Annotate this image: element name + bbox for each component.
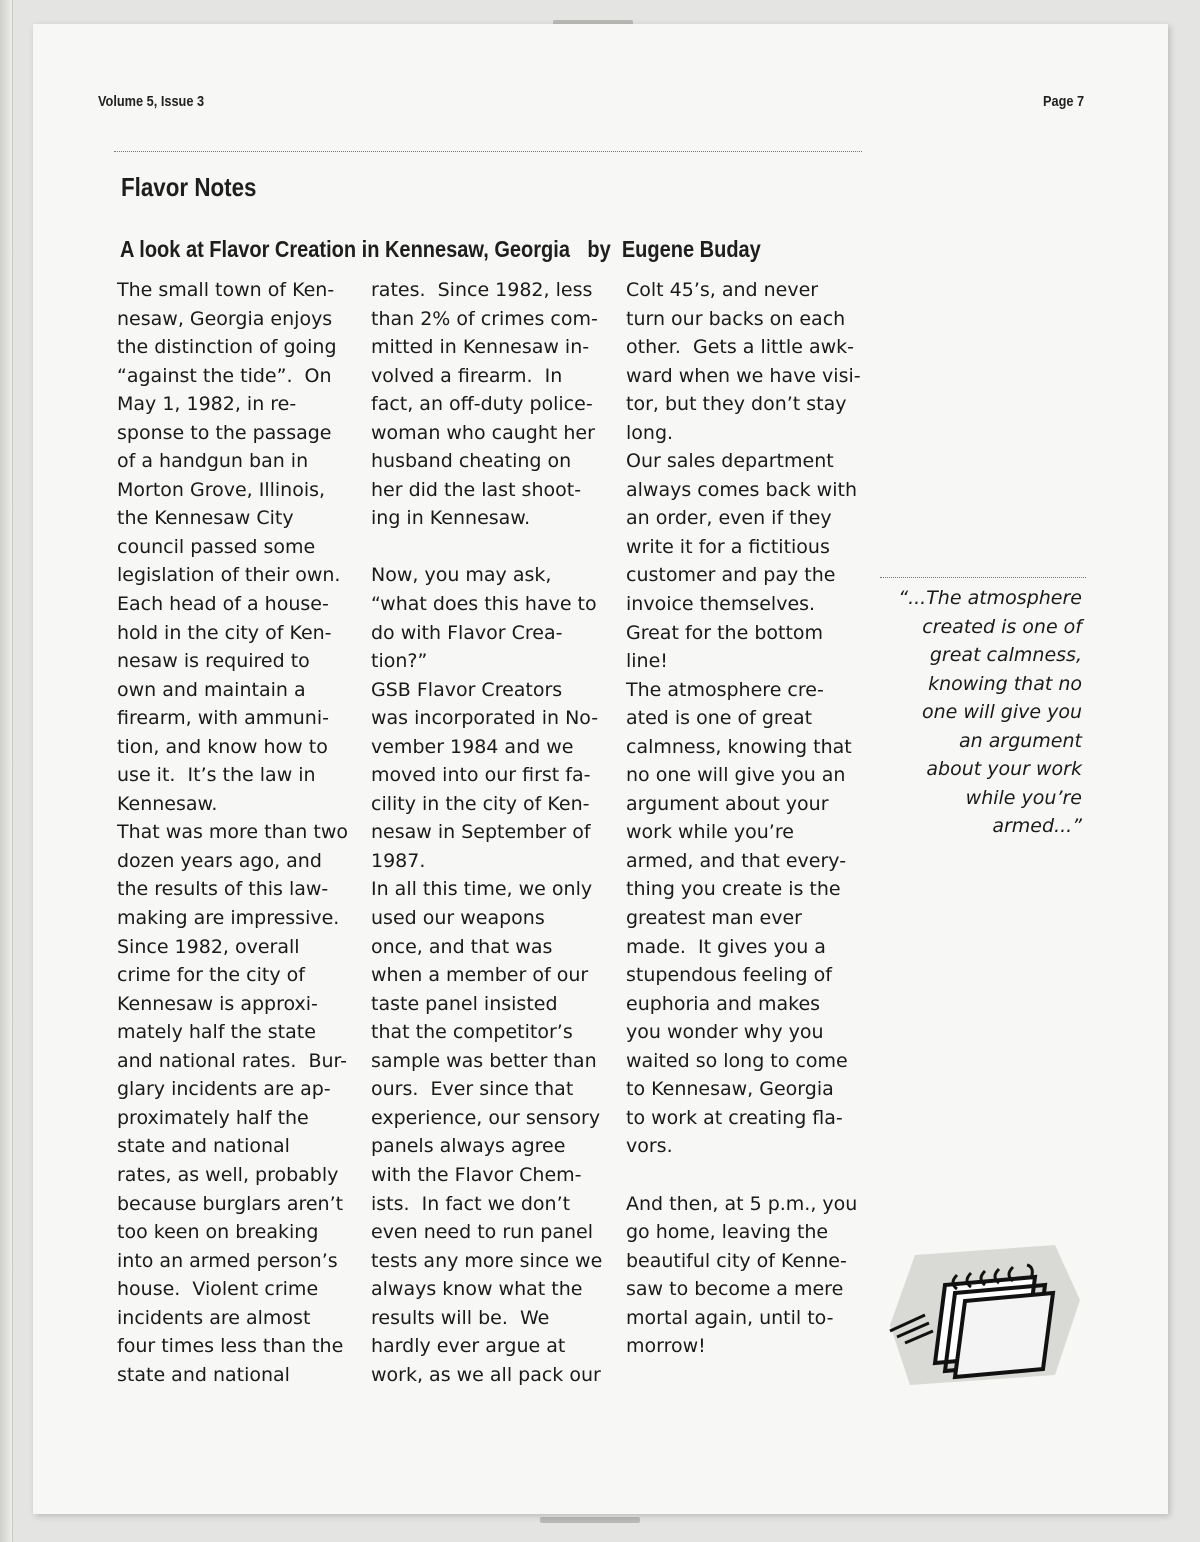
article-text-line: May 1, 1982, in re- [117,393,297,416]
article-text-line: was incorporated in No- [371,707,599,730]
article-text-line: Each head of a house- [117,593,329,616]
article-text-line: making are impressive. [117,907,340,930]
article-text-line: always comes back with [626,478,857,501]
article-text-line: even need to run panel [371,1221,593,1244]
pull-quote-line: one will give you [921,701,1082,724]
article-text-line: Since 1982, overall [117,935,300,958]
article-text-line [371,533,631,562]
article-text-line: And then, at 5 p.m., you [626,1192,858,1215]
article-headline-row [120,236,816,263]
article-text-line: greatest man ever [626,907,802,930]
article-text-line: 1987. [371,849,426,872]
article-text-line: state and national [117,1135,290,1158]
article-text-line: rates. Since 1982, less [371,279,593,301]
article-text-line: tor, but they don’t stay [626,393,847,416]
article-text-line: moved into our first fa- [371,764,591,787]
pull-quote-line: great calmness, [929,644,1082,667]
article-text-line: argument about your [626,792,829,815]
article-text-line: firearm, with ammuni- [117,707,329,730]
article-text-line: “what does this have to [371,593,597,616]
article-text-line: once, and that was [371,935,553,958]
article-text-line: mitted in Kennesaw in- [371,336,590,359]
staple-bottom [540,1517,640,1523]
pull-quote-divider [880,577,1086,578]
article-text-line: used our weapons [371,907,545,930]
article-text-line: work, as we all pack our [371,1363,601,1386]
article-text-line: council passed some [117,535,316,558]
article-text-line: you wonder why you [626,1021,824,1044]
article-text-line: invoice themselves. [626,593,816,616]
article-text-line: her did the last shoot- [371,478,582,501]
pull-quote-line: created is one of [922,615,1082,638]
article-text-line: Kennesaw. [117,792,218,815]
article-text-line: sample was better than [371,1049,597,1072]
pull-quote-line: while you’re [965,786,1082,809]
article-text-line: an order, even if they [626,507,832,530]
article-column-2 [371,276,631,1389]
article-text-line: long. [626,421,674,444]
article-text-line: mately half the state [117,1021,316,1044]
article-text-line: the distinction of going [117,336,337,359]
article-text-line: go home, leaving the [626,1221,829,1244]
article-text-line: with the Flavor Chem- [371,1163,582,1186]
article-text-line: Colt 45’s, and never [626,279,819,301]
article-text-line: The atmosphere cre- [626,678,824,701]
article-text-line: taste panel insisted [371,992,558,1015]
article-text-line: work while you’re [626,821,794,844]
article-text-line: Great for the bottom [626,621,824,644]
article-text-line: nesaw in September of [371,821,591,844]
article-text-line: sponse to the passage [117,421,332,444]
article-text-line: panels always agree [371,1135,566,1158]
article-text-line: nesaw, Georgia enjoys [117,307,333,330]
article-text-line: The small town of Ken- [117,279,335,301]
article-text-line: than 2% of crimes com- [371,307,598,330]
article-text-line: turn our backs on each [626,307,846,330]
pull-quote-line: knowing that no [928,672,1082,695]
article-text-line: customer and pay the [626,564,836,587]
article-byline: by Eugene Buday [587,236,761,262]
article-text-line: made. It gives you a [626,935,826,958]
article-text-line: own and maintain a [117,678,306,701]
article-text-line: rates, as well, probably [117,1163,339,1186]
article-text-line: ward when we have visi- [626,364,861,387]
article-text-line: GSB Flavor Creators [371,678,563,701]
article-text-line: tion, and know how to [117,735,328,758]
article-text-line: hold in the city of Ken- [117,621,332,644]
article-text-line: that the competitor’s [371,1021,573,1044]
pull-quote-line: an argument [959,729,1082,752]
article-text-line: the results of this law- [117,878,329,901]
article-text-line: morrow! [626,1335,706,1358]
article-text-line: That was more than two [117,821,348,844]
article-text-line: euphoria and makes [626,992,821,1015]
flipping-calendar-icon [885,1245,1085,1385]
article-text-line: four times less than the [117,1335,344,1358]
article-text-line: vember 1984 and we [371,735,574,758]
article-text-line: fact, an off-duty police- [371,393,593,416]
article-text-line: volved a firearm. In [371,364,563,387]
article-text-line: write it for a fictitious [626,535,830,558]
article-column-3 [626,276,886,1361]
article-text-line: Our sales department [626,450,834,473]
article-text-line: to Kennesaw, Georgia [626,1078,834,1101]
binding-spine [0,0,13,1542]
article-text-line: “against the tide”. On [117,364,332,387]
article-text-line: woman who caught her [371,421,595,444]
article-text-line: and national rates. Bur- [117,1049,347,1072]
article-text-line: no one will give you an [626,764,846,787]
article-text-line: Morton Grove, Illinois, [117,478,326,501]
pull-quote [870,584,1082,841]
article-text-line: incidents are almost [117,1306,311,1329]
article-text-line: thing you create is the [626,878,841,901]
article-text-line: In all this time, we only [371,878,593,901]
article-text-line: always know what the [371,1278,583,1301]
article-text-line: ated is one of great [626,707,813,730]
article-text-line: results will be. We [371,1306,550,1329]
article-text-line: when a member of our [371,964,589,987]
article-text-line: state and national [117,1363,290,1386]
article-text-line: because burglars aren’t [117,1192,344,1215]
article-text-line: proximately half the [117,1106,309,1129]
article-text-line: armed, and that every- [626,849,847,872]
article-text-line: husband cheating on [371,450,572,473]
pull-quote-line: “...The atmosphere [898,587,1082,609]
page-number: Page 7 [1043,93,1085,110]
issue-label: Volume 5, Issue 3 [98,93,205,110]
pull-quote-line: about your work [926,758,1082,781]
article-text-line: Now, you may ask, [371,564,552,587]
article-text-line: do with Flavor Crea- [371,621,563,644]
article-text-line: use it. It’s the law in [117,764,316,787]
article-text-line: experience, our sensory [371,1106,601,1129]
article-text-line: hardly ever argue at [371,1335,566,1358]
article-text-line: tion?” [371,650,428,673]
article-text-line: saw to become a mere [626,1278,844,1301]
article-text-line: too keen on breaking [117,1221,319,1244]
article-text-line: stupendous feeling of [626,964,832,987]
article-text-line: dozen years ago, and [117,849,322,872]
article-text-line: cility in the city of Ken- [371,792,590,815]
article-text-line: beautiful city of Kenne- [626,1249,847,1272]
article-text-line: ours. Ever since that [371,1078,574,1101]
article-text-line: legislation of their own. [117,564,341,587]
article-text-line: calmness, knowing that [626,735,852,758]
article-text-line: mortal again, until to- [626,1306,834,1329]
section-divider [114,151,862,152]
article-text-line: nesaw is required to [117,650,310,673]
article-text-line: line! [626,650,668,673]
article-text-line [626,1161,886,1190]
article-text-line: the Kennesaw City [117,507,294,530]
article-headline: A look at Flavor Creation in Kennesaw, Georgia [120,236,570,262]
article-text-line: to work at creating fla- [626,1106,843,1129]
article-column-1 [117,276,377,1389]
article-text-line: waited so long to come [626,1049,848,1072]
section-title: Flavor Notes [121,172,257,202]
article-text-line: Kennesaw is approxi- [117,992,318,1015]
pull-quote-line: armed...” [992,815,1082,838]
article-text-line: house. Violent crime [117,1278,319,1301]
article-text-line: crime for the city of [117,964,305,987]
article-text-line: ists. In fact we don’t [371,1192,571,1215]
article-text-line: of a handgun ban in [117,450,309,473]
article-text-line: tests any more since we [371,1249,603,1272]
article-text-line: other. Gets a little awk- [626,336,854,359]
article-text-line: ing in Kennesaw. [371,507,531,530]
article-text-line: glary incidents are ap- [117,1078,331,1101]
article-text-line: vors. [626,1135,673,1158]
article-text-line: into an armed person’s [117,1249,338,1272]
